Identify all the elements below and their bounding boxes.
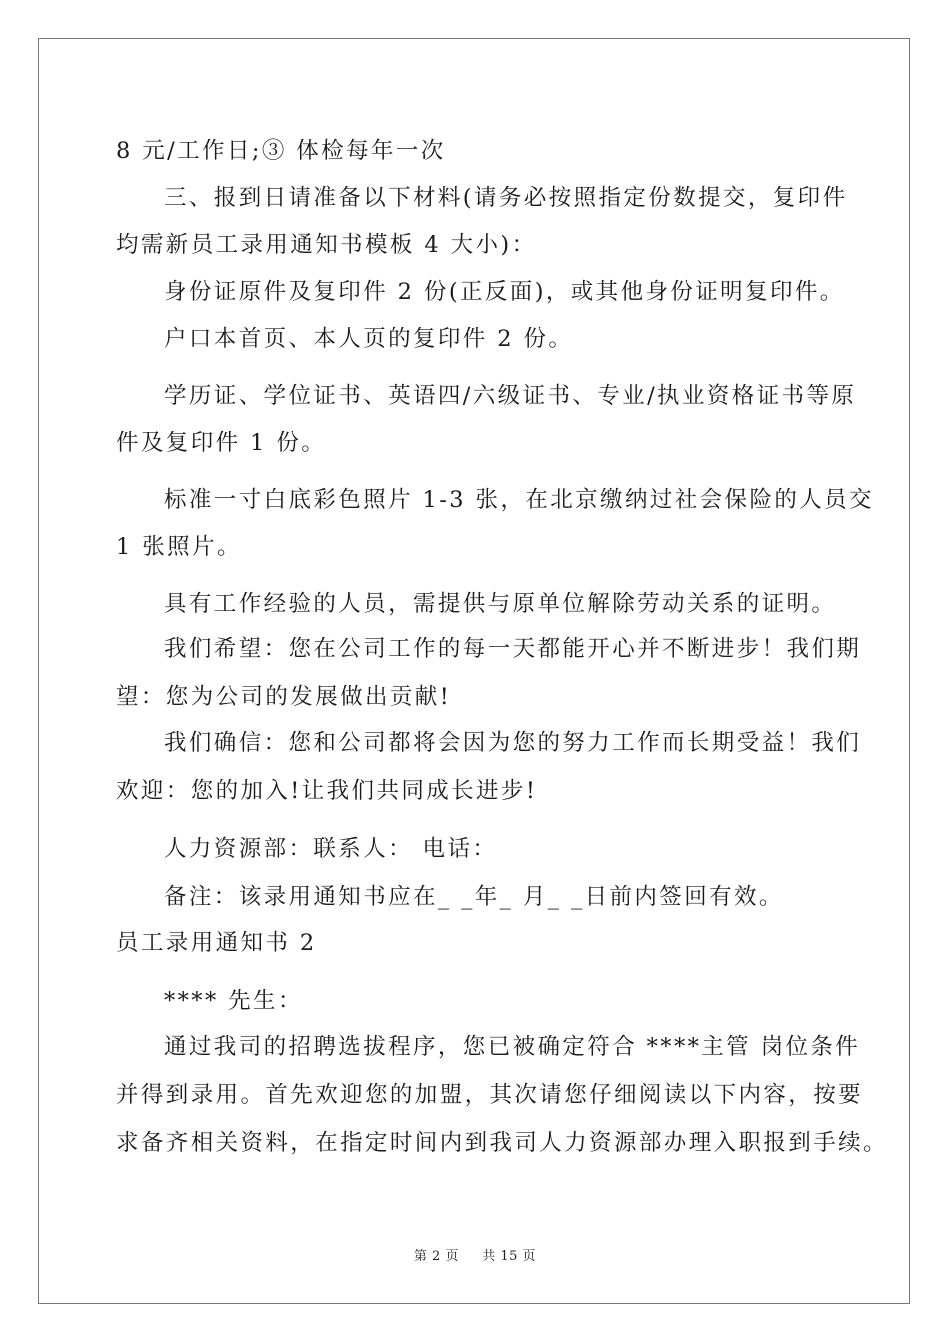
list-item: 身份证原件及复印件 2 份(正反面)，或其他身份证明复印件。	[164, 279, 845, 305]
paragraph-line: 并得到录用。首先欢迎您的加盟，其次请您仔细阅读以下内容，按要	[116, 1082, 864, 1108]
section-heading: 三、报到日请准备以下材料(请务必按照指定份数提交，复印件	[164, 185, 848, 211]
paragraph-line: 通过我司的招聘选拔程序，您已被确定符合 ****主管 岗位条件	[164, 1034, 861, 1060]
section-title: 员工录用通知书 2	[116, 930, 317, 956]
contact-line: 人力资源部：联系人： 电话：	[164, 836, 498, 862]
text-line: 均需新员工录用通知书模板 4 大小)：	[116, 232, 537, 258]
list-item: 户口本首页、本人页的复印件 2 份。	[164, 326, 574, 352]
list-item: 具有工作经验的人员，需提供与原单位解除劳动关系的证明。	[164, 591, 837, 617]
list-item: 学历证、学位证书、英语四/六级证书、专业/执业资格证书等原	[164, 383, 857, 409]
page-number: 第 2 页	[413, 1249, 459, 1264]
salutation: **** 先生：	[164, 988, 303, 1014]
paragraph-line: 望：您为公司的发展做出贡献!	[116, 684, 452, 710]
text-line: 件及复印件 1 份。	[116, 430, 327, 456]
page-footer	[0, 1245, 950, 1264]
page-border	[38, 38, 910, 1304]
paragraph-line: 求备齐相关资料，在指定时间内到我司人力资源部办理入职报到手续。	[116, 1130, 888, 1156]
paragraph-line: 欢迎：您的加入!让我们共同成长进步!	[116, 778, 538, 804]
page-total: 共 15 页	[482, 1249, 537, 1264]
paragraph-line: 我们确信：您和公司都将会因为您的努力工作而长期受益！我们	[164, 730, 862, 756]
text-line: 8 元/工作日;③ 体检每年一次	[116, 138, 446, 164]
note-line: 备注：该录用通知书应在_ _年_ 月_ _日前内签回有效。	[164, 884, 784, 910]
list-item: 标准一寸白底彩色照片 1-3 张，在北京缴纳过社会保险的人员交	[164, 487, 874, 513]
paragraph-line: 我们希望：您在公司工作的每一天都能开心并不断进步！我们期	[164, 636, 862, 662]
text-line: 1 张照片。	[116, 534, 242, 560]
